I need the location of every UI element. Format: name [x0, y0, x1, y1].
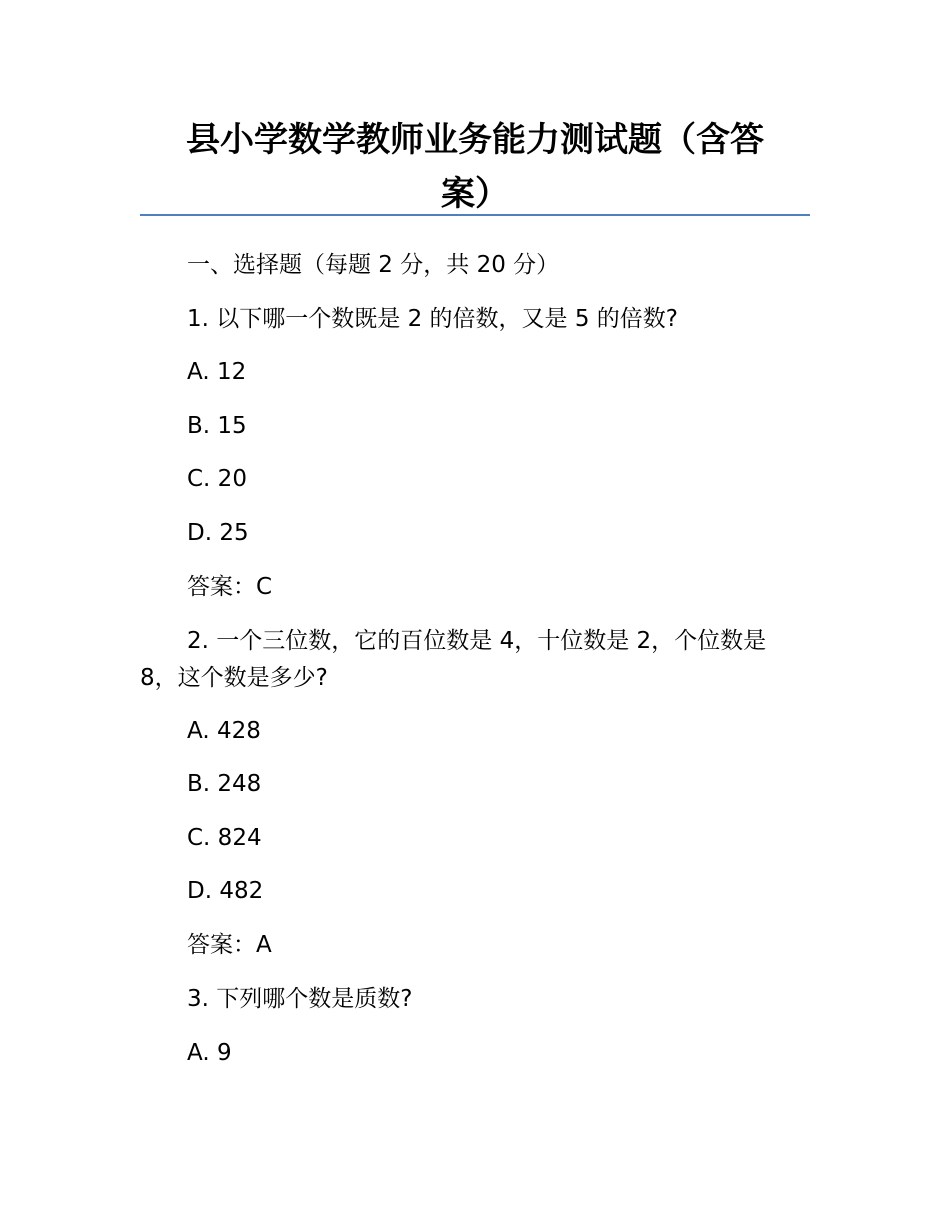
question-1-option-d: D. 25 — [187, 520, 249, 546]
question-2-answer: 答案：A — [187, 932, 272, 958]
question-2-option-a: A. 428 — [187, 718, 261, 744]
question-1-option-a: A. 12 — [187, 359, 247, 385]
question-2-stem-line-1: 2. 一个三位数，它的百位数是 4，十位数是 2，个位数是 — [187, 628, 767, 654]
section-heading: 一、选择题（每题 2 分，共 20 分） — [187, 252, 560, 278]
question-1-option-b: B. 15 — [187, 413, 247, 439]
title-divider — [140, 214, 810, 216]
question-2-option-b: B. 248 — [187, 771, 262, 797]
title-line-2: 案） — [441, 174, 509, 214]
question-2-option-c: C. 824 — [187, 825, 262, 851]
question-1-stem: 1. 以下哪一个数既是 2 的倍数，又是 5 的倍数? — [187, 306, 678, 332]
question-2-option-d: D. 482 — [187, 878, 264, 904]
title-line-1: 县小学数学教师业务能力测试题（含答 — [186, 120, 764, 160]
question-1-answer: 答案：C — [187, 574, 273, 600]
question-2-stem-line-2: 8，这个数是多少? — [140, 665, 328, 691]
question-3-stem: 3. 下列哪个数是质数? — [187, 986, 413, 1012]
question-1-option-c: C. 20 — [187, 466, 247, 492]
document-title — [140, 113, 810, 221]
question-3-option-a: A. 9 — [187, 1040, 232, 1066]
